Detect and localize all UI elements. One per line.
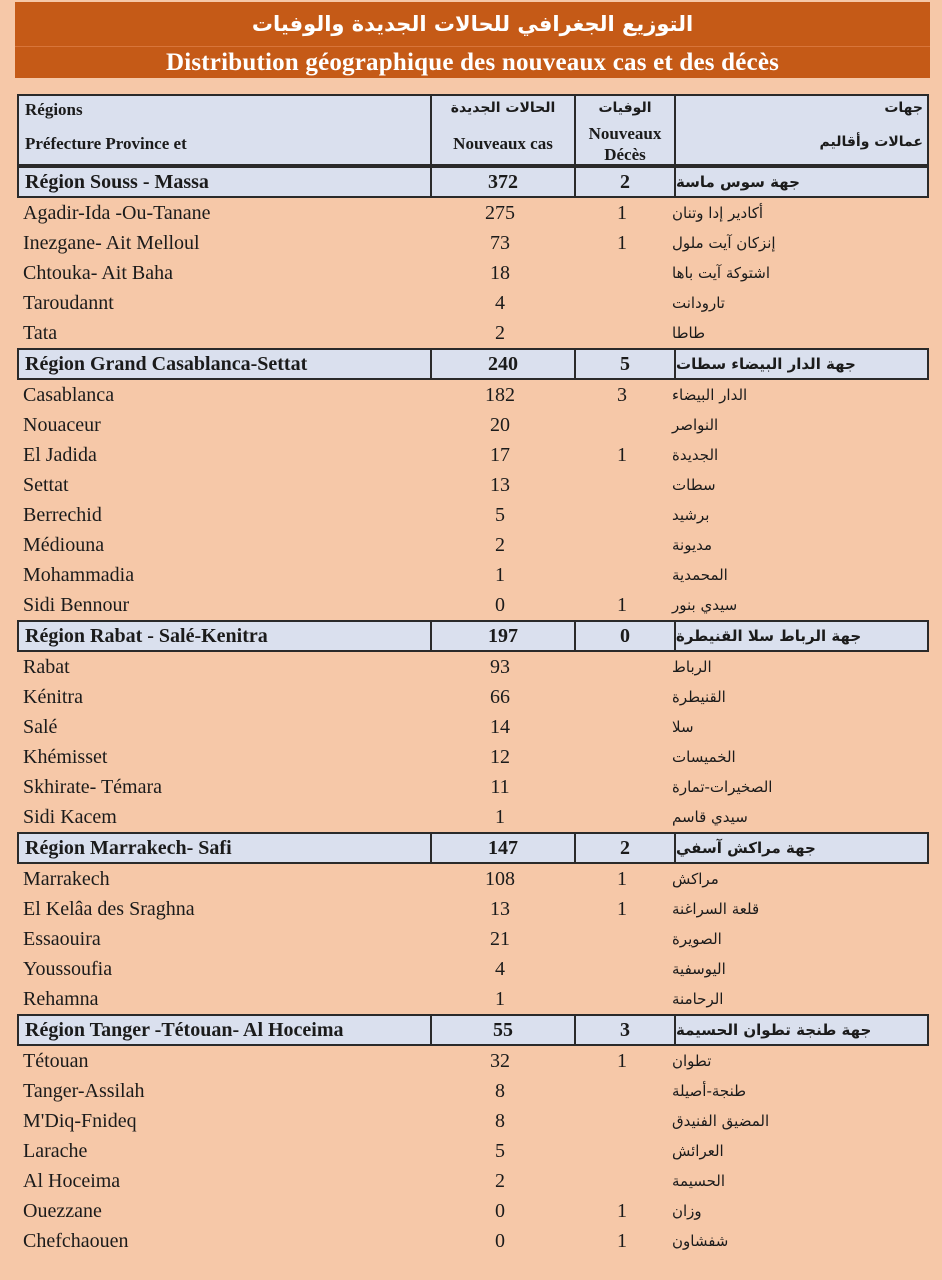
- province-name: Marrakech: [23, 867, 110, 890]
- header-region-cell: [19, 96, 430, 164]
- province-cases: 275: [485, 201, 515, 224]
- province-deaths: [572, 1136, 672, 1166]
- province-cases: 32: [490, 1049, 510, 1072]
- table-row: [17, 712, 929, 742]
- province-name: Skhirate- Témara: [23, 775, 163, 798]
- province-deaths: [572, 1106, 672, 1136]
- region-row: [17, 832, 929, 864]
- province-name: El Jadida: [23, 443, 97, 466]
- province-cases: 4: [495, 291, 505, 314]
- province-name: Médiouna: [23, 533, 105, 556]
- province-cases: 17: [490, 443, 510, 466]
- province-cases: 5: [495, 1139, 505, 1162]
- province-name-arabic: إنزكان آيت ملول: [672, 234, 776, 252]
- table-row: [17, 772, 929, 802]
- province-name: Essaouira: [23, 927, 101, 950]
- province-name: Settat: [23, 473, 69, 496]
- province-deaths: [572, 772, 672, 802]
- region-cases: 55: [430, 1016, 574, 1044]
- province-deaths: 1: [617, 867, 627, 890]
- province-cases: 73: [490, 231, 510, 254]
- header-deaths-arabic: الوفيات: [598, 100, 652, 116]
- province-name-arabic: مديونة: [672, 536, 713, 554]
- province-deaths: [572, 470, 672, 500]
- province-name: M'Diq-Fnideq: [23, 1109, 137, 1132]
- province-deaths: [572, 924, 672, 954]
- table-row: [17, 1226, 929, 1256]
- region-name: Région Rabat - Salé-Kenitra: [25, 624, 268, 647]
- province-cases: 0: [495, 593, 505, 616]
- header-regions-arabic: جهات: [884, 100, 923, 116]
- table-row: [17, 742, 929, 772]
- region-deaths: 2: [574, 834, 674, 862]
- province-deaths: [572, 682, 672, 712]
- province-name-arabic: الحسيمة: [672, 1172, 726, 1190]
- province-name-arabic: سيدي قاسم: [672, 808, 748, 826]
- header-cases-arabic: الحالات الجديدة: [450, 100, 556, 116]
- province-cases: 13: [490, 897, 510, 920]
- province-name-arabic: سيدي بنور: [672, 596, 738, 614]
- region-name-arabic: جهة الرباط سلا القنيطرة: [674, 622, 927, 650]
- table-body: [17, 166, 929, 1256]
- region-name-arabic: جهة طنجة تطوان الحسيمة: [674, 1016, 927, 1044]
- table-row: [17, 410, 929, 440]
- province-name: Inezgane- Ait Melloul: [23, 231, 200, 254]
- table-row: [17, 1046, 929, 1076]
- province-deaths: 1: [617, 593, 627, 616]
- province-cases: 0: [495, 1229, 505, 1252]
- province-deaths: [572, 802, 672, 832]
- province-name: Kénitra: [23, 685, 83, 708]
- province-name-arabic: شفشاون: [672, 1232, 729, 1250]
- province-name-arabic: سطات: [672, 476, 716, 494]
- table-row: [17, 560, 929, 590]
- province-name-arabic: أكادير إدا وتنان: [672, 204, 764, 222]
- province-name-arabic: برشيد: [672, 506, 710, 524]
- province-name: Ouezzane: [23, 1199, 102, 1222]
- province-cases: 66: [490, 685, 510, 708]
- province-name-arabic: الخميسات: [672, 748, 736, 766]
- province-name-arabic: سلا: [672, 718, 694, 736]
- table-row: [17, 198, 929, 228]
- table-row: [17, 864, 929, 894]
- table-row: [17, 440, 929, 470]
- province-name-arabic: وزان: [672, 1202, 702, 1220]
- province-deaths: 1: [617, 897, 627, 920]
- province-name: Tétouan: [23, 1049, 89, 1072]
- table-header: [17, 94, 929, 166]
- table-row: [17, 380, 929, 410]
- province-name: Casablanca: [23, 383, 115, 406]
- province-cases: 108: [485, 867, 515, 890]
- province-name: El Kelâa des Sraghna: [23, 897, 195, 920]
- table-row: [17, 984, 929, 1014]
- province-name: Chefchaouen: [23, 1229, 129, 1252]
- province-deaths: 1: [617, 231, 627, 254]
- province-deaths: [572, 530, 672, 560]
- province-cases: 2: [495, 321, 505, 344]
- province-name-arabic: الدار البيضاء: [672, 386, 748, 404]
- province-deaths: [572, 560, 672, 590]
- region-cases: 197: [430, 622, 574, 650]
- region-row: [17, 620, 929, 652]
- province-deaths: 3: [617, 383, 627, 406]
- province-name-arabic: تطوان: [672, 1052, 712, 1070]
- province-cases: 11: [490, 775, 510, 798]
- province-deaths: [572, 1166, 672, 1196]
- province-name-arabic: اليوسفية: [672, 960, 726, 978]
- province-name-arabic: الصخيرات-تمارة: [672, 778, 773, 796]
- title-banner: [15, 2, 930, 78]
- province-deaths: 1: [617, 443, 627, 466]
- province-name: Tanger-Assilah: [23, 1079, 145, 1102]
- table-row: [17, 500, 929, 530]
- province-name: Tata: [23, 321, 58, 344]
- province-name-arabic: النواصر: [672, 416, 719, 434]
- table-row: [17, 1196, 929, 1226]
- table-row: [17, 530, 929, 560]
- region-deaths: 5: [574, 350, 674, 378]
- region-name-arabic: جهة سوس ماسة: [674, 168, 927, 196]
- province-cases: 93: [490, 655, 510, 678]
- province-name: Salé: [23, 715, 58, 738]
- header-arabic-cell: [674, 96, 927, 164]
- province-cases: 1: [495, 987, 505, 1010]
- province-name-arabic: الرحامنة: [672, 990, 724, 1008]
- table-row: [17, 652, 929, 682]
- province-deaths: 1: [617, 1199, 627, 1222]
- table-row: [17, 1076, 929, 1106]
- province-name: Khémisset: [23, 745, 108, 768]
- province-deaths: [572, 318, 672, 348]
- province-name-arabic: الجديدة: [672, 446, 719, 464]
- header-prefecture-label: Préfecture Province et: [25, 134, 187, 153]
- table-row: [17, 954, 929, 984]
- province-name-arabic: المحمدية: [672, 566, 728, 584]
- region-cases: 240: [430, 350, 574, 378]
- table-row: [17, 1106, 929, 1136]
- province-cases: 5: [495, 503, 505, 526]
- province-name-arabic: اشتوكة آيت باها: [672, 264, 771, 282]
- province-deaths: [572, 500, 672, 530]
- province-cases: 1: [495, 563, 505, 586]
- province-deaths: [572, 712, 672, 742]
- province-name-arabic: العرائش: [672, 1142, 724, 1160]
- title-french: Distribution géographique des nouveaux cas et des décès: [165, 48, 780, 76]
- province-name-arabic: قلعة السراغنة: [672, 900, 760, 918]
- header-prefecture-arabic: عمالات وأقاليم: [819, 134, 923, 150]
- province-name: Agadir-Ida -Ou-Tanane: [23, 201, 211, 224]
- province-deaths: [572, 742, 672, 772]
- province-cases: 2: [495, 1169, 505, 1192]
- table-row: [17, 318, 929, 348]
- province-deaths: [572, 984, 672, 1014]
- province-cases: 0: [495, 1199, 505, 1222]
- region-deaths: 2: [574, 168, 674, 196]
- region-cases: 147: [430, 834, 574, 862]
- header-deaths-french-1: Nouveaux: [588, 124, 662, 143]
- distribution-table: [17, 94, 929, 1256]
- province-deaths: 1: [617, 1049, 627, 1072]
- region-row: [17, 166, 929, 198]
- province-name-arabic: تارودانت: [672, 294, 725, 312]
- table-row: [17, 258, 929, 288]
- province-deaths: 1: [617, 201, 627, 224]
- province-cases: 4: [495, 957, 505, 980]
- region-name-arabic: جهة الدار البيضاء سطات: [674, 350, 927, 378]
- region-deaths: 3: [574, 1016, 674, 1044]
- table-row: [17, 682, 929, 712]
- province-name-arabic: الرباط: [672, 658, 712, 676]
- region-name: Région Souss - Massa: [25, 170, 209, 193]
- province-name: Mohammadia: [23, 563, 135, 586]
- province-deaths: 1: [617, 1229, 627, 1252]
- province-name: Rabat: [23, 655, 70, 678]
- province-name-arabic: المضيق الفنيدق: [672, 1112, 770, 1130]
- province-cases: 13: [490, 473, 510, 496]
- province-name: Rehamna: [23, 987, 99, 1010]
- province-cases: 8: [495, 1079, 505, 1102]
- province-cases: 20: [490, 413, 510, 436]
- title-arabic: التوزيع الجغرافي للحالات الجديدة والوفيات: [15, 2, 930, 47]
- region-deaths: 0: [574, 622, 674, 650]
- header-cases-french: Nouveaux cas: [453, 134, 553, 153]
- province-cases: 12: [490, 745, 510, 768]
- province-deaths: [572, 954, 672, 984]
- province-name: Larache: [23, 1139, 88, 1162]
- table-row: [17, 590, 929, 620]
- province-name-arabic: طاطا: [672, 324, 706, 342]
- province-name: Sidi Kacem: [23, 805, 117, 828]
- province-deaths: [572, 1076, 672, 1106]
- region-name: Région Marrakech- Safi: [25, 836, 232, 859]
- province-cases: 18: [490, 261, 510, 284]
- table-row: [17, 228, 929, 258]
- region-name-arabic: جهة مراكش آسفي: [674, 834, 927, 862]
- province-cases: 8: [495, 1109, 505, 1132]
- table-row: [17, 1136, 929, 1166]
- province-name: Chtouka- Ait Baha: [23, 261, 173, 284]
- province-name-arabic: القنيطرة: [672, 688, 726, 706]
- province-deaths: [572, 258, 672, 288]
- region-row: [17, 1014, 929, 1046]
- province-name-arabic: طنجة-أصيلة: [672, 1082, 747, 1100]
- region-name: Région Grand Casablanca-Settat: [25, 352, 308, 375]
- province-cases: 2: [495, 533, 505, 556]
- province-name: Al Hoceima: [23, 1169, 121, 1192]
- province-name: Youssoufia: [23, 957, 113, 980]
- province-cases: 182: [485, 383, 515, 406]
- header-deaths-french-2: Décès: [604, 145, 646, 164]
- province-deaths: [572, 288, 672, 318]
- province-cases: 21: [490, 927, 510, 950]
- table-row: [17, 894, 929, 924]
- table-row: [17, 470, 929, 500]
- table-row: [17, 802, 929, 832]
- table-row: [17, 288, 929, 318]
- header-cases-cell: [430, 96, 574, 164]
- province-name-arabic: الصويرة: [672, 930, 722, 948]
- header-regions-label: Régions: [25, 100, 83, 119]
- province-deaths: [572, 410, 672, 440]
- province-name: Taroudannt: [23, 291, 114, 314]
- province-deaths: [572, 652, 672, 682]
- province-cases: 14: [490, 715, 510, 738]
- table-row: [17, 924, 929, 954]
- region-row: [17, 348, 929, 380]
- region-cases: 372: [430, 168, 574, 196]
- province-name: Sidi Bennour: [23, 593, 130, 616]
- province-cases: 1: [495, 805, 505, 828]
- table-row: [17, 1166, 929, 1196]
- header-deaths-cell: [574, 96, 674, 164]
- province-name: Berrechid: [23, 503, 102, 526]
- province-name-arabic: مراكش: [672, 870, 719, 888]
- province-name: Nouaceur: [23, 413, 101, 436]
- region-name: Région Tanger -Tétouan- Al Hoceima: [25, 1018, 344, 1041]
